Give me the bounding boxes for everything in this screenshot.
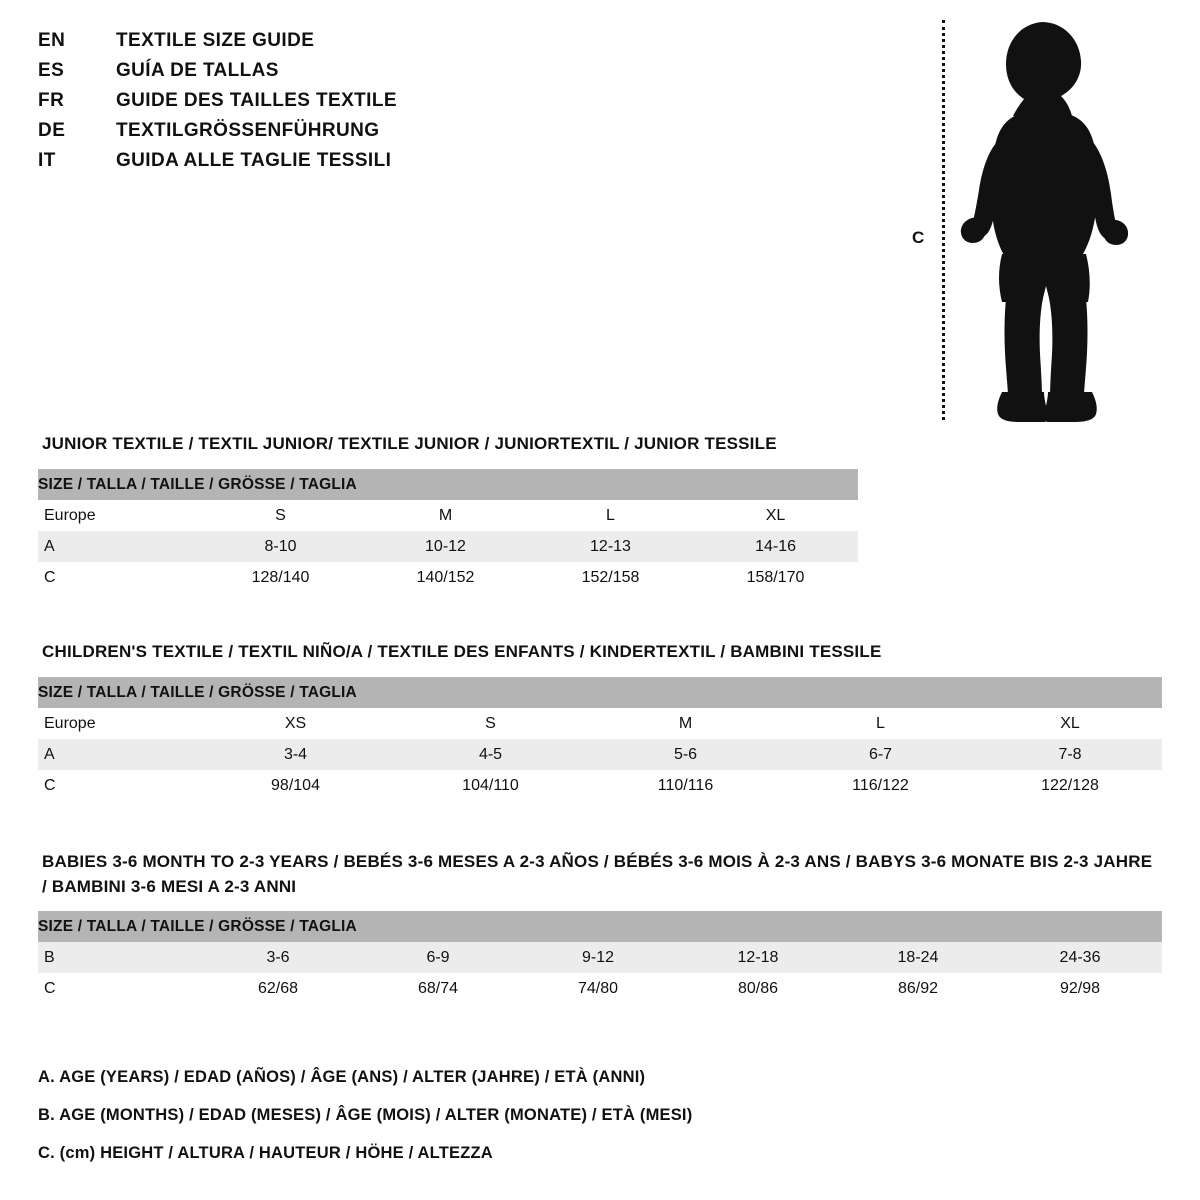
row-label: A [38,531,198,562]
section-junior [38,432,1162,593]
table-cell: 6-7 [783,739,978,770]
table-cell: 92/98 [998,973,1162,1004]
language-row [38,60,638,90]
table-band-label: SIZE / TALLA / TAILLE / GRÖSSE / TAGLIA [38,911,1162,942]
child-silhouette-icon [950,18,1150,423]
table-band-row [38,469,858,500]
footnote-height: C. (cm) HEIGHT / ALTURA / HAUTEUR / HÖHE / ALTEZZA [38,1143,493,1162]
table-band-row [38,677,1162,708]
table-cell: 140/152 [363,562,528,593]
table-cell: 86/92 [838,973,998,1004]
row-label: Europe [38,708,198,739]
table-band-row [38,911,1162,942]
language-code: FR [38,90,65,111]
table-cell: S [198,500,363,531]
table-cell: 116/122 [783,770,978,801]
language-title: GUIDA ALLE TAGLIE TESSILI [116,150,392,171]
footnote-age-months: B. AGE (MONTHS) / EDAD (MESES) / ÂGE (MOIS) / ALTER (MONATE) / ETÀ (MESI) [38,1105,693,1124]
table-cell: 158/170 [693,562,858,593]
row-label: Europe [38,500,198,531]
language-row [38,120,638,150]
section-title-children: CHILDREN'S TEXTILE / TEXTIL NIÑO/A / TEXTILE DES ENFANTS / KINDERTEXTIL / BAMBINI TESSILE [42,642,882,661]
row-label: C [38,562,198,593]
row-label: B [38,942,198,973]
language-code: IT [38,150,56,171]
table-row [38,562,858,593]
language-code: DE [38,120,66,141]
table-cell: 152/158 [528,562,693,593]
size-table-babies [38,911,1162,1004]
table-cell: 62/68 [198,973,358,1004]
row-label: A [38,739,198,770]
table-cell: 122/128 [978,770,1162,801]
table-cell: XL [978,708,1162,739]
footnotes-block [38,1068,1138,1181]
table-band-label: SIZE / TALLA / TAILLE / GRÖSSE / TAGLIA [38,677,1162,708]
table-cell: 98/104 [198,770,393,801]
row-label: C [38,973,198,1004]
section-children [38,640,1162,801]
table-cell: 12-13 [528,531,693,562]
table-cell: 68/74 [358,973,518,1004]
table-row [38,708,1162,739]
table-cell: 6-9 [358,942,518,973]
table-cell: XS [198,708,393,739]
table-row [38,531,858,562]
table-row [38,973,1162,1004]
table-cell: 7-8 [978,739,1162,770]
table-cell: 18-24 [838,942,998,973]
table-cell: S [393,708,588,739]
language-row [38,30,638,60]
table-cell: 128/140 [198,562,363,593]
language-title: GUIDE DES TAILLES TEXTILE [116,90,397,111]
language-row [38,90,638,120]
table-row [38,739,1162,770]
table-cell: 14-16 [693,531,858,562]
table-cell: 5-6 [588,739,783,770]
table-cell: 9-12 [518,942,678,973]
table-cell: M [588,708,783,739]
table-cell: 4-5 [393,739,588,770]
language-code: ES [38,60,65,81]
table-cell: 12-18 [678,942,838,973]
table-cell: XL [693,500,858,531]
table-cell: L [783,708,978,739]
size-table-junior [38,469,858,593]
footnote-age-years: A. AGE (YEARS) / EDAD (AÑOS) / ÂGE (ANS) / ALTER (JAHRE) / ETÀ (ANNI) [38,1068,646,1086]
table-cell: L [528,500,693,531]
table-cell: 104/110 [393,770,588,801]
table-cell: 3-4 [198,739,393,770]
section-title-junior: JUNIOR TEXTILE / TEXTIL JUNIOR/ TEXTILE JUNIOR / JUNIORTEXTIL / JUNIOR TESSILE [42,434,777,453]
table-cell: 8-10 [198,531,363,562]
table-row [38,500,858,531]
language-title: GUÍA DE TALLAS [116,60,279,81]
table-cell: 3-6 [198,942,358,973]
table-cell: 110/116 [588,770,783,801]
table-cell: M [363,500,528,531]
language-title: TEXTILE SIZE GUIDE [116,30,315,51]
section-title-babies: BABIES 3-6 MONTH TO 2-3 YEARS / BEBÉS 3-6 MESES A 2-3 AÑOS / BÉBÉS 3-6 MOIS À 2-3 ANS / BABYS 3-6 MONATE BIS 2-3 JAHRE / BAMBINI 3-6 MESI A 2-3 ANNI [42,852,1153,896]
height-measure-dotted-line [942,20,945,420]
language-row [38,150,638,180]
language-title-block [38,30,638,180]
table-band-label: SIZE / TALLA / TAILLE / GRÖSSE / TAGLIA [38,469,858,500]
table-row [38,770,1162,801]
table-row [38,942,1162,973]
table-cell: 24-36 [998,942,1162,973]
row-label: C [38,770,198,801]
height-measure-figure [890,10,1160,420]
table-cell: 74/80 [518,973,678,1004]
language-code: EN [38,30,66,51]
section-babies [38,850,1162,1004]
size-table-children [38,677,1162,801]
language-title: TEXTILGRÖSSENFÜHRUNG [116,120,380,141]
table-cell: 80/86 [678,973,838,1004]
height-measure-label: C [912,228,925,247]
table-cell: 10-12 [363,531,528,562]
